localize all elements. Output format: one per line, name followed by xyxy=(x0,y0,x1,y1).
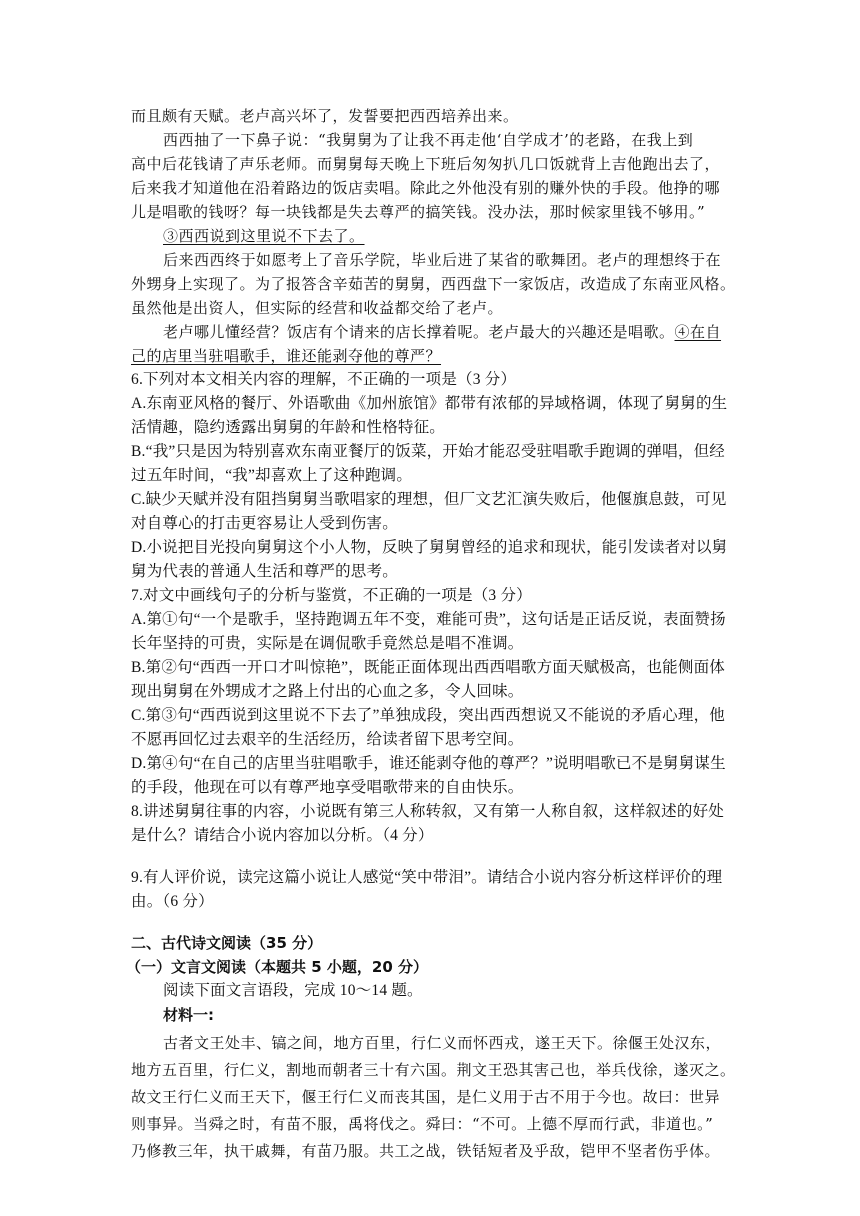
classical-text-line: 地方五百里，行仁义，割地而朝者三十有六国。荆文王恐其害己也，举兵伐徐，遂灭之。 xyxy=(131,1061,736,1079)
q7-option-d-cont: 的手段，他现在可以有尊严地享受唱歌带来的自由快乐。 xyxy=(131,779,524,796)
q7-option-d: D.第④句“在自己的店里当驻唱歌手，谁还能剥夺他的尊严？”说明唱歌已不是舅舅谋生 xyxy=(131,755,726,772)
story-line: 西西抽了一下鼻子说：“我舅舅为了让我不再走他‘自学成才’的老路，在我上到 xyxy=(163,131,694,149)
question-8-stem-cont: 是什么？请结合小说内容加以分析。（4 分） xyxy=(131,827,434,844)
question-9-stem: 9.有人评价说，读完这篇小说让人感觉“笑中带泪”。请结合小说内容分析这样评价的理 xyxy=(131,869,723,886)
q7-option-a: A.第①句“一个是歌手，坚持跑调五年不变，难能可贵”，这句话是正话反说，表面赞扬 xyxy=(131,611,726,628)
classical-text-line: 故文王行仁义而王天下，偃王行仁义而丧其国，是仁义用于古不用于今也。故曰：世异 xyxy=(131,1088,721,1106)
section-heading: 二、古代诗文阅读（35 分） xyxy=(131,934,323,952)
underlined-sentence-4-start: ④在自 xyxy=(674,323,722,341)
question-6-stem: 6.下列对本文相关内容的理解，不正确的一项是（3 分） xyxy=(131,371,517,388)
material-label: 材料一: xyxy=(163,1006,214,1024)
story-line: 后来西西终于如愿考上了音乐学院，毕业后进了某省的歌舞团。老卢的理想终于在 xyxy=(163,251,722,269)
story-line: 儿是唱歌的钱呀？每一块钱都是失去尊严的搞笑钱。没办法，那时候家里钱不够用。” xyxy=(131,203,706,221)
question-8-stem: 8.讲述舅舅往事的内容，小说既有第三人称转叙，又有第一人称自叙，这样叙述的好处 xyxy=(131,803,724,820)
q6-option-d: D.小说把目光投向舅舅这个小人物，反映了舅舅曾经的追求和现状，能引发读者对以舅 xyxy=(131,539,728,556)
classical-text-line: 乃修教三年，执干戚舞，有苗乃服。共工之战，铁铦短者及乎敌，铠甲不坚者伤乎体。 xyxy=(131,1142,721,1160)
underlined-sentence-4-end: 己的店里当驻唱歌手，谁还能剥夺他的尊严？ xyxy=(131,347,442,365)
q6-option-c-cont: 对自尊心的打击更容易让人受到伤害。 xyxy=(131,515,398,532)
q6-option-b: B.“我”只是因为特别喜欢东南亚餐厅的饭菜，开始才能忍受驻唱歌手跑调的弹唱，但经 xyxy=(131,443,725,460)
instruction-text: 阅读下面文言语段，完成 10～14 题。 xyxy=(163,982,423,999)
q7-option-c: C.第③句“西西说到这里说不下去了”单独成段，突出西西想说又不能说的矛盾心理，他 xyxy=(131,707,725,724)
q6-option-a: A.东南亚风格的餐厅、外语歌曲《加州旅馆》都带有浓郁的异域格调，体现了舅舅的生 xyxy=(131,395,728,412)
story-text: 老卢哪儿懂经营？饭店有个请来的店长撑着呢。老卢最大的兴趣还是唱歌。 xyxy=(163,323,675,341)
question-7-stem: 7.对文中画线句子的分析与鉴赏，不正确的一项是（3 分） xyxy=(131,587,532,604)
q7-option-c-cont: 不愿再回忆过去艰辛的生活经历，给读者留下思考空间。 xyxy=(131,731,524,748)
story-line: 高中后花钱请了声乐老师。而舅舅每天晚上下班后匆匆扒几口饭就背上吉他跑出去了， xyxy=(131,155,721,173)
underlined-sentence-3: ③西西说到这里说不下去了。 xyxy=(163,227,365,245)
q6-option-d-cont: 舅为代表的普通人生活和尊严的思考。 xyxy=(131,563,398,580)
q7-option-b: B.第②句“西西一开口才叫惊艳”，既能正面体现出西西唱歌方面天赋极高，也能侧面体 xyxy=(131,659,725,676)
story-line: 外甥身上实现了。为了报答含辛茹苦的舅舅，西西盘下一家饭店，改造成了东南亚风格。 xyxy=(131,275,736,293)
question-9-stem-cont: 由。（6 分） xyxy=(131,893,214,910)
story-line: 后来我才知道他在沿着路边的饭店卖唱。除此之外他没有别的赚外快的手段。他挣的哪 xyxy=(131,179,721,197)
story-line: 而且颇有天赋。老卢高兴坏了，发誓要把西西培养出来。 xyxy=(131,107,519,125)
story-line xyxy=(163,320,721,344)
classical-text-line: 则事异。当舜之时，有苗不服，禹将伐之。舜曰：“不可。上德不厚而行武，非道也。” xyxy=(131,1115,714,1133)
q7-option-b-cont: 现出舅舅在外甥成才之路上付出的心血之多，令人回味。 xyxy=(131,683,524,700)
classical-text-line: 古者文王处丰、镐之间，地方百里，行仁义而怀西戎，遂王天下。徐偃王处汉东， xyxy=(163,1034,722,1052)
story-line: 虽然他是出资人，但实际的经营和收益都交给了老卢。 xyxy=(131,299,504,317)
q6-option-b-cont: 过五年时间，“我”却喜欢上了这种跑调。 xyxy=(131,467,413,484)
q6-option-a-cont: 活情趣，隐约透露出舅舅的年龄和性格特征。 xyxy=(131,419,446,436)
q7-option-a-cont: 长年坚持的可贵，实际是在调侃歌手竟然总是唱不准调。 xyxy=(131,635,524,652)
subsection-heading: （一）文言文阅读（本题共 5 小题，20 分） xyxy=(126,958,428,976)
q6-option-c: C.缺少天赋并没有阻挡舅舅当歌唱家的理想，但厂文艺汇演失败后，他偃旗息鼓，可见 xyxy=(131,491,727,508)
